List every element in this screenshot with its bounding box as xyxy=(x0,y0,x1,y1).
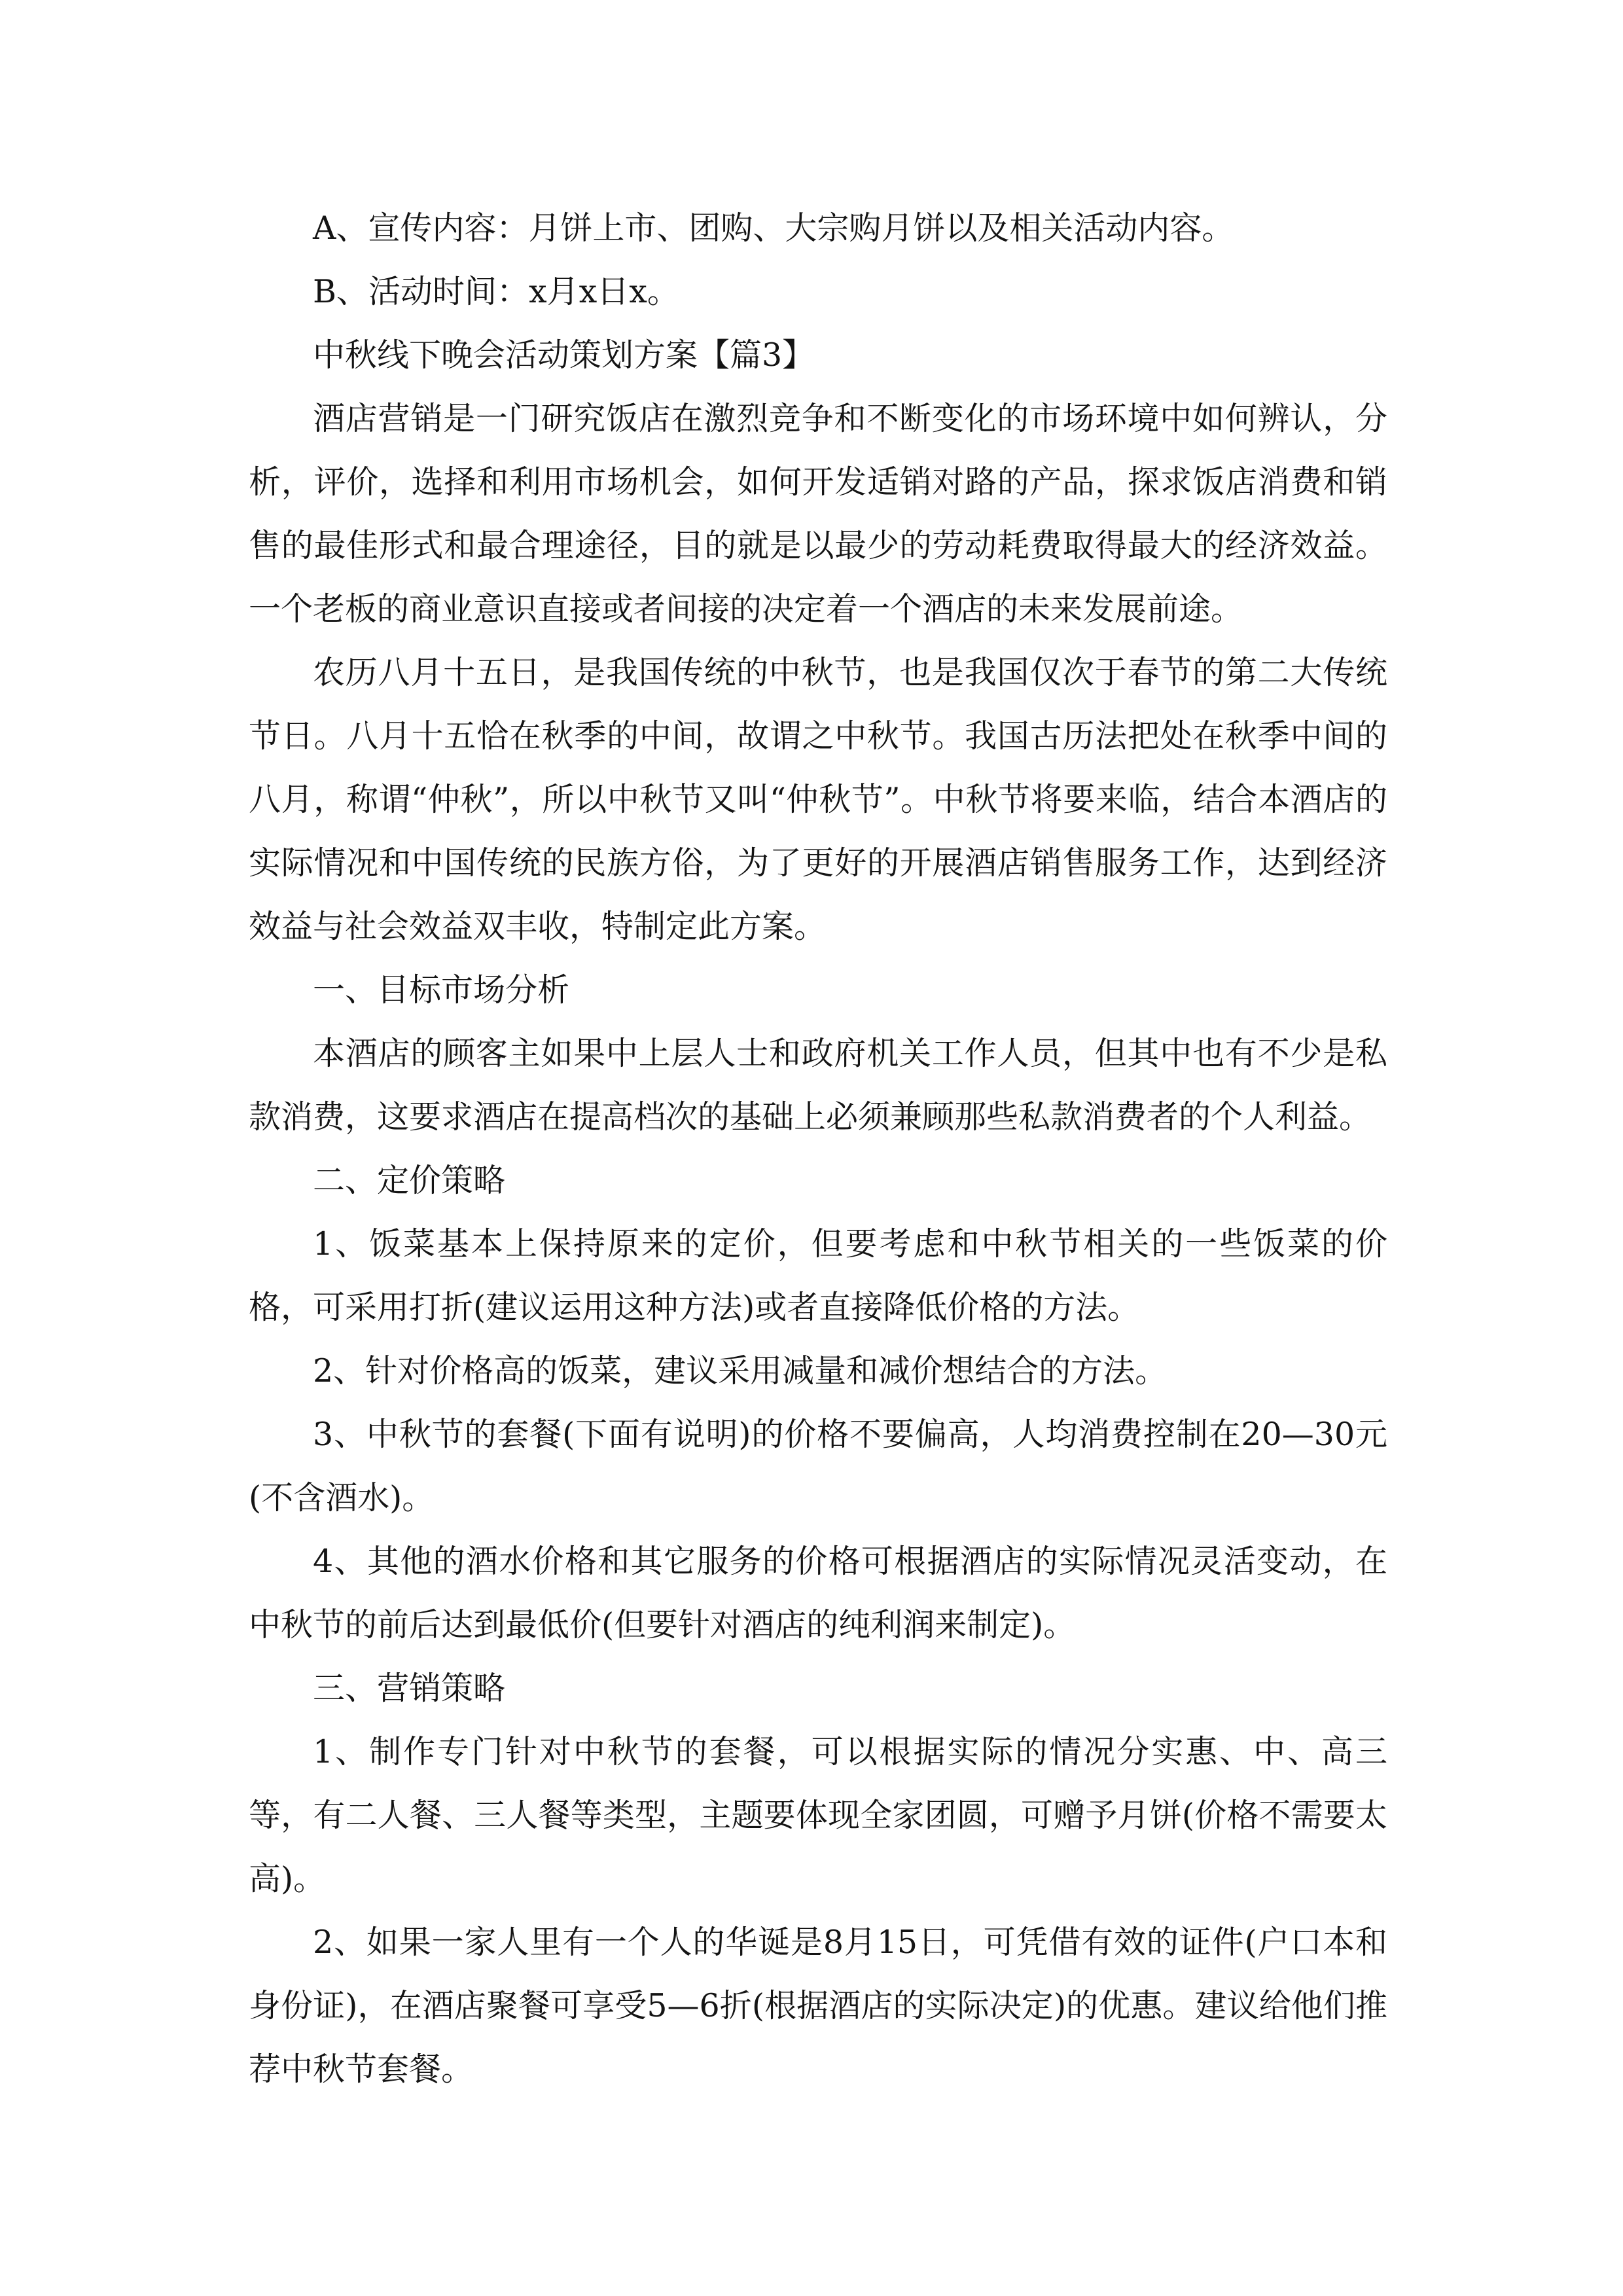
heading-marketing-strategy: 三、营销策略 xyxy=(313,1670,506,1707)
list-item-pricing-2: 2、针对价格高的饭菜，建议采用减量和减价想结合的方法。 xyxy=(313,1352,1168,1390)
section-title: 中秋线下晚会活动策划方案【篇3】 xyxy=(313,336,815,374)
list-item-marketing-2: 2、如果一家人里有一个人的华诞是8月15日，可凭借有效的证件(户口本和身份证)，在酒店聚餐可享受5—6折(根据酒店的实际决定)的优惠。建议给他们推荐中秋节套餐。 xyxy=(249,1924,1387,2088)
paragraph-target-market: 本酒店的顾客主如果中上层人士和政府机关工作人员，但其中也有不少是私款消费，这要求酒店在提高档次的基础上必须兼顾那些私款消费者的个人利益。 xyxy=(249,1035,1387,1136)
heading-pricing-strategy: 二、定价策略 xyxy=(313,1162,506,1199)
list-item-pricing-1: 1、饭菜基本上保持原来的定价，但要考虑和中秋节相关的一些饭菜的价格，可采用打折(建议运用这种方法)或者直接降低价格的方法。 xyxy=(249,1225,1387,1326)
paragraph-mid-autumn-intro: 农历八月十五日，是我国传统的中秋节，也是我国仅次于春节的第二大传统节日。八月十五恰在秋季的中间，故谓之中秋节。我国古历法把处在秋季中间的八月，称谓“仲秋”，所以中秋节又叫“仲秋节”。中秋节将要来临，结合本酒店的实际情况和中国传统的民族方俗，为了更好的开展酒店销售服务工作，达到经济效益与社会效益双丰收，特制定此方案。 xyxy=(249,654,1387,945)
paragraph-promo-content: A、宣传内容：月饼上市、团购、大宗购月饼以及相关活动内容。 xyxy=(313,209,1234,247)
list-item-marketing-1: 1、制作专门针对中秋节的套餐，可以根据实际的情况分实惠、中、高三等，有二人餐、三人餐等类型，主题要体现全家团圆，可赠予月饼(价格不需要太高)。 xyxy=(249,1733,1387,1897)
document-body xyxy=(249,196,1387,2101)
list-item-pricing-4: 4、其他的酒水价格和其它服务的价格可根据酒店的实际情况灵活变动，在中秋节的前后达到最低价(但要针对酒店的纯利润来制定)。 xyxy=(249,1543,1387,1643)
heading-target-market: 一、目标市场分析 xyxy=(313,971,570,1009)
paragraph-activity-time: B、活动时间：x月x日x。 xyxy=(313,273,679,310)
list-item-pricing-3: 3、中秋节的套餐(下面有说明)的价格不要偏高，人均消费控制在20—30元(不含酒水)。 xyxy=(249,1416,1387,1516)
paragraph-hotel-marketing: 酒店营销是一门研究饭店在激烈竞争和不断变化的市场环境中如何辨认，分析，评价，选择和利用市场机会，如何开发适销对路的产品，探求饭店消费和销售的最佳形式和最合理途径，目的就是以最少的劳动耗费取得最大的经济效益。一个老板的商业意识直接或者间接的决定着一个酒店的未来发展前途。 xyxy=(249,400,1387,628)
